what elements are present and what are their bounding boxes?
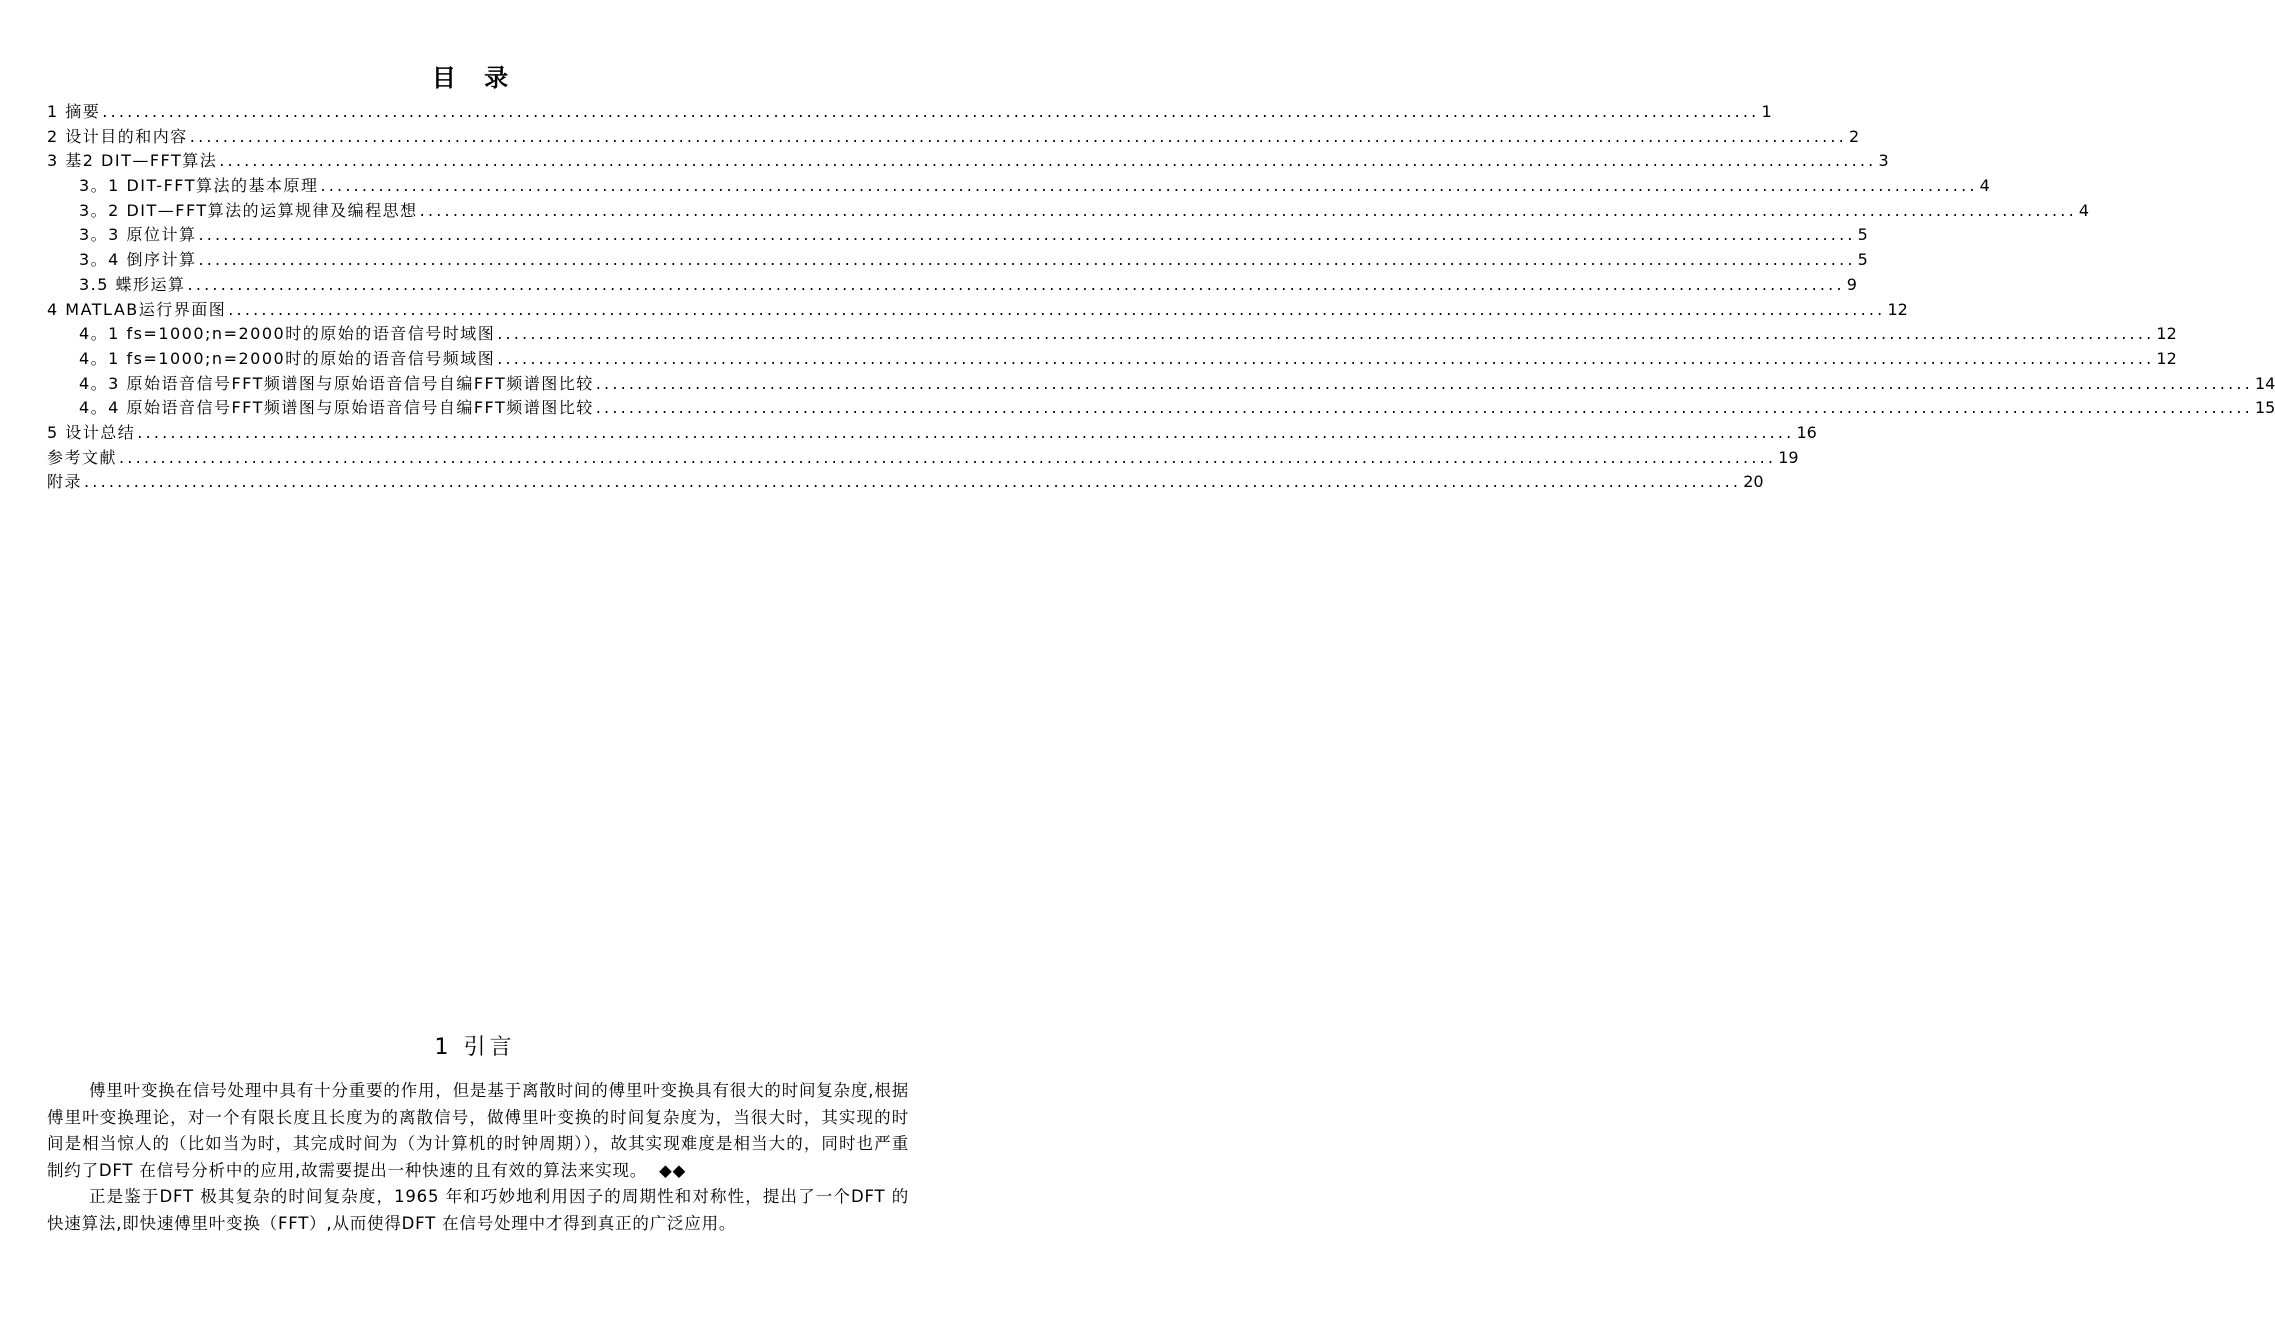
- toc-entry[interactable]: [47, 372, 2275, 397]
- toc-leader-dots: ........................................................................................................................................................................................................: [198, 225, 1856, 245]
- toc-entry[interactable]: [47, 446, 1799, 471]
- toc-entry-page: 9: [1846, 274, 1857, 294]
- toc-leader-dots: ........................................................................................................................................................................................................: [228, 299, 1886, 319]
- toc-leader-dots: ........................................................................................................................................................................................................: [187, 274, 1845, 294]
- toc-leader-dots: ........................................................................................................................................................................................................: [320, 176, 1978, 196]
- toc-entry-page: 16: [1796, 422, 1817, 442]
- toc-entry-page: 4: [1979, 176, 1990, 196]
- toc-entry-page: 14: [2254, 373, 2275, 393]
- toc-leader-dots: ........................................................................................................................................................................................................: [595, 373, 2253, 393]
- toc-leader-dots: ........................................................................................................................................................................................................: [595, 398, 2253, 418]
- toc-entry-label: 3。4 倒序计算: [79, 250, 197, 270]
- toc-leader-dots: ........................................................................................................................................................................................................: [102, 102, 1760, 121]
- toc-entry[interactable]: [47, 273, 1857, 298]
- toc-leader-dots: ........................................................................................................................................................................................................: [198, 250, 1856, 270]
- toc-entry[interactable]: [47, 347, 2177, 372]
- section-body: [47, 1078, 909, 1237]
- toc-entry-label: 1 摘要: [47, 102, 101, 121]
- toc-entry[interactable]: [47, 149, 1889, 174]
- toc-leader-dots: ........................................................................................................................................................................................................: [189, 126, 1847, 146]
- toc-leader-dots: ........................................................................................................................................................................................................: [497, 324, 2155, 344]
- toc-entry-label: 3.5 蝶形运算: [79, 274, 186, 294]
- toc-entry[interactable]: [47, 470, 1764, 495]
- paragraph-2: 正是鉴于DFT 极其复杂的时间复杂度，1965 年和巧妙地利用因子的周期性和对称性，提出了一个DFT 的快速算法,即快速傅里叶变换（FFT）,从而使得DFT 在信号处理中才得到真正的广泛应用。: [47, 1187, 909, 1233]
- toc-entry-page: 15: [2254, 398, 2275, 418]
- toc-entry[interactable]: [47, 125, 1860, 150]
- table-of-contents: [47, 100, 2275, 495]
- toc-title: 目 录: [431, 64, 519, 92]
- toc-entry-page: 5: [1857, 225, 1868, 245]
- toc-entry-page: 12: [2156, 324, 2177, 344]
- toc-entry-page: 12: [1887, 299, 1908, 319]
- toc-entry-label: 4。1 fs=1000;n=2000时的原始的语音信号频域图: [79, 348, 496, 368]
- toc-entry-label: 4。1 fs=1000;n=2000时的原始的语音信号时域图: [79, 324, 496, 344]
- toc-entry-label: 4。3 原始语音信号FFT频谱图与原始语音信号自编FFT频谱图比较: [79, 373, 594, 393]
- toc-entry-label: 4 MATLAB运行界面图: [47, 299, 227, 319]
- paragraph-1: [47, 1078, 909, 1184]
- toc-entry[interactable]: [47, 322, 2177, 347]
- toc-entry[interactable]: [47, 199, 2090, 224]
- toc-entry-page: 20: [1743, 472, 1764, 492]
- toc-leader-dots: ........................................................................................................................................................................................................: [119, 447, 1777, 467]
- toc-entry[interactable]: [47, 100, 1772, 125]
- toc-entry[interactable]: [47, 223, 1868, 248]
- toc-entry[interactable]: [47, 248, 1868, 273]
- toc-entry-label: 2 设计目的和内容: [47, 126, 188, 146]
- toc-entry-label: 附录: [47, 472, 83, 492]
- toc-entry-page: 2: [1848, 126, 1860, 146]
- toc-leader-dots: ........................................................................................................................................................................................................: [219, 151, 1877, 171]
- toc-entry-label: 3 基2 DIT—FFT算法: [47, 151, 218, 171]
- toc-entry-page: 12: [2156, 348, 2177, 368]
- toc-entry-label: 参考文献: [47, 447, 118, 467]
- toc-entry-page: 1: [1761, 102, 1772, 121]
- toc-entry-label: 3。3 原位计算: [79, 225, 197, 245]
- toc-entry-page: 19: [1778, 447, 1799, 467]
- diamond-marker: ◆◆: [659, 1160, 687, 1180]
- toc-entry[interactable]: [47, 174, 1990, 199]
- toc-entry[interactable]: [47, 421, 1817, 446]
- toc-entry-label: 5 设计总结: [47, 422, 136, 442]
- toc-entry-page: 5: [1857, 250, 1868, 270]
- toc-entry-label: 3。2 DIT—FFT算法的运算规律及编程思想: [79, 200, 418, 220]
- toc-entry[interactable]: [47, 298, 1908, 323]
- toc-entry-page: 3: [1878, 151, 1889, 171]
- toc-leader-dots: ........................................................................................................................................................................................................: [137, 422, 1795, 442]
- toc-leader-dots: ........................................................................................................................................................................................................: [84, 472, 1742, 492]
- toc-entry[interactable]: [47, 396, 2275, 421]
- toc-leader-dots: ........................................................................................................................................................................................................: [497, 348, 2155, 368]
- toc-entry-label: 4。4 原始语音信号FFT频谱图与原始语音信号自编FFT频谱图比较: [79, 398, 594, 418]
- toc-leader-dots: ........................................................................................................................................................................................................: [419, 200, 2077, 220]
- toc-entry-label: 3。1 DIT-FFT算法的基本原理: [79, 176, 319, 196]
- toc-entry-page: 4: [2078, 200, 2090, 220]
- section-title: 1 引言: [434, 1035, 516, 1060]
- paragraph-1-text: 傅里叶变换在信号处理中具有十分重要的作用，但是基于离散时间的傅里叶变换具有很大的时间复杂度,根据傅里叶变换理论，对一个有限长度且长度为的离散信号，做傅里叶变换的时间复杂度为，当很大时，其实现的时间是相当惊人的（比如当为时，其完成时间为（为计算机的时钟周期）），故其实现难度是相当大的，同时也严重制约了DFT 在信号分析中的应用,故需要提出一种快速的且有效的算法来实现。: [47, 1081, 909, 1180]
